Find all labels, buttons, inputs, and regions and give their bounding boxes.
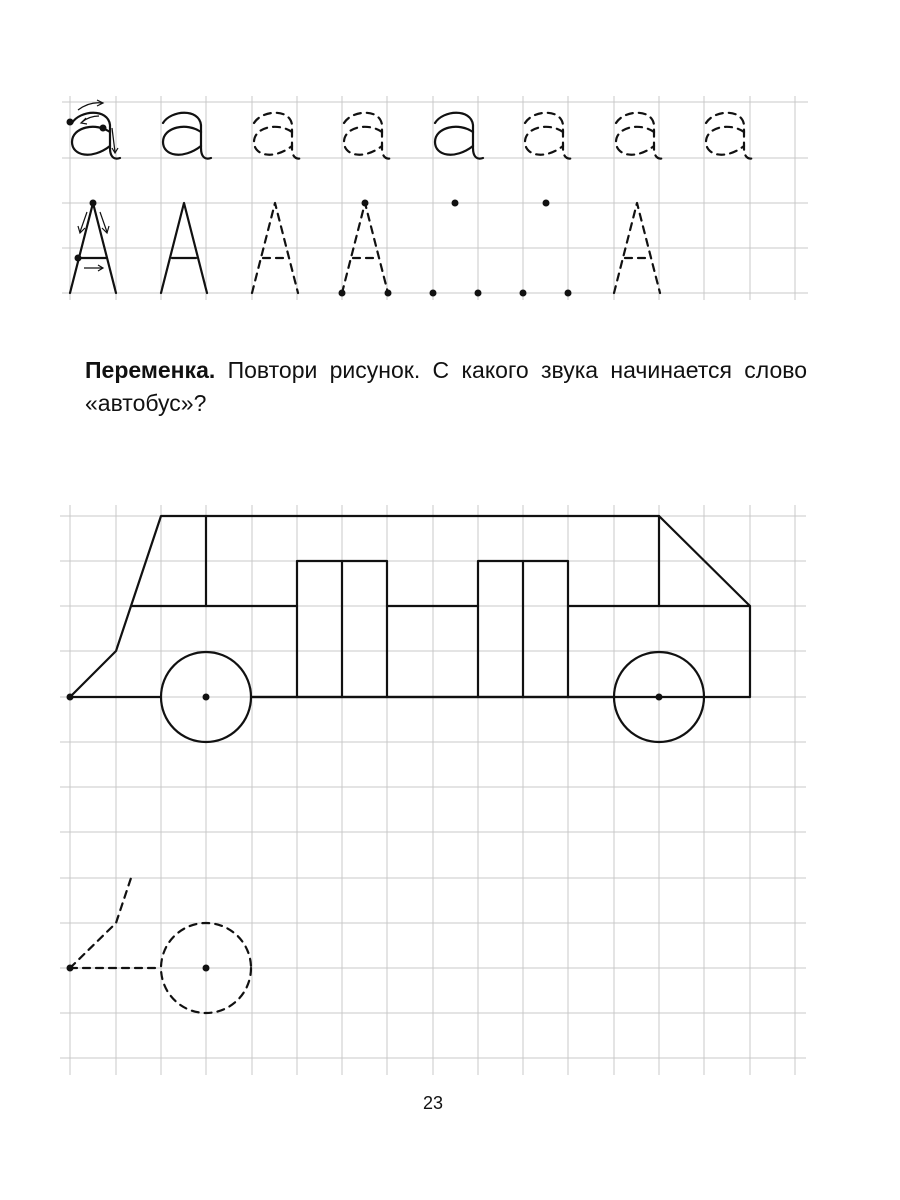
bus-start-point (67, 694, 74, 701)
starter-start-point (67, 965, 74, 972)
bus-door-rear (478, 561, 568, 697)
task-title: Переменка. (85, 357, 216, 383)
page-number: 23 (422, 1093, 444, 1113)
starter-wheel-center (203, 965, 210, 972)
wheel-center-rear (656, 694, 663, 701)
bus-grid (60, 505, 806, 1075)
wheel-center-front (203, 694, 210, 701)
bus-model (67, 516, 751, 742)
task-text: Повтори рисунок. С какого звука начинается слово «автобус»? (85, 357, 807, 416)
bus-copy-starter (67, 878, 252, 1013)
bus-door-front (297, 561, 387, 697)
